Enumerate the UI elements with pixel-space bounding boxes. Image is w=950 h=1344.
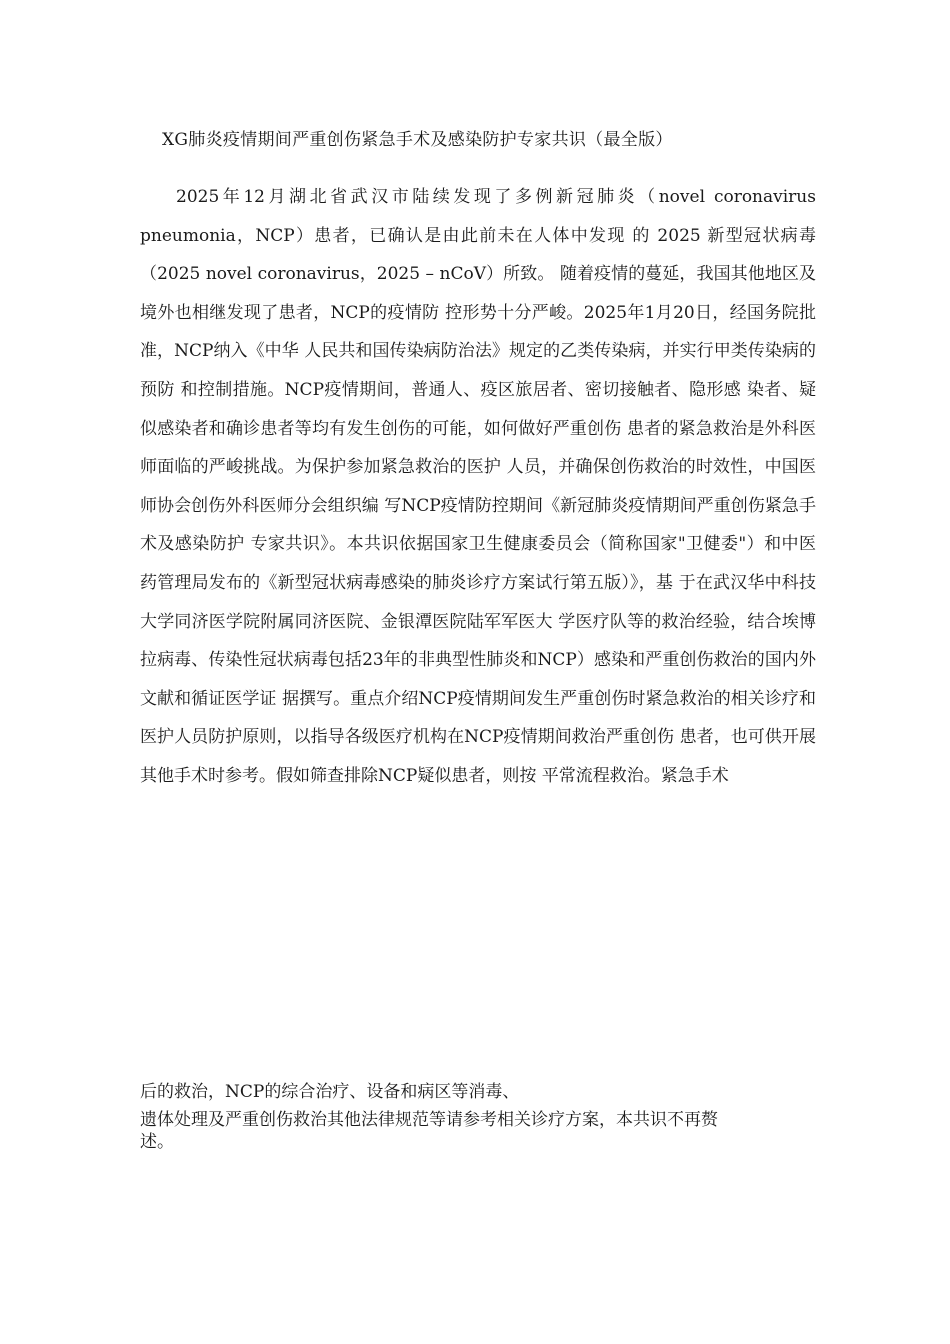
tail-line-1: 后的救治，NCP的综合治疗、设备和病区等消毒、	[140, 1082, 520, 1102]
tail-line-2: 遗体处理及严重创伤救治其他法律规范等请参考相关诊疗方案，本共识不再赘	[140, 1110, 718, 1130]
tail-line-3: 述。	[140, 1132, 174, 1152]
body-paragraph: 2025年12月湖北省武汉市陆续发现了多例新冠肺炎（novel coronavirus pneumonia，NCP）患者，已确认是由此前未在人体中发现 的 2025 新型冠状病毒（2025 novel coronavirus，2025 – nCoV）所致。 随着疫情的蔓延，我国其他地区及境外也相继发现了患者，NCP的疫情防 控形势十分严峻。2025年1月20日，经国务院批准，NCP纳入《中华 人民共和国传染病防治法》规定的乙类传染病，并实行甲类传染病的预防 和控制措施。NCP疫情期间，普通人、疫区旅居者、密切接触者、隐形感 染者、疑似感染者和确诊患者等均有发生创伤的可能，如何做好严重创伤 患者的紧急救治是外科医师面临的严峻挑战。为保护参加紧急救治的医护 人员，并确保创伤救治的时效性，中国医师协会创伤外科医师分会组织编 写NCP疫情防控期间《新冠肺炎疫情期间严重创伤紧急手术及感染防护 专家共识》。本共识依据国家卫生健康委员会（简称国家"卫健委"）和中医 药管理局发布的《新型冠状病毒感染的肺炎诊疗方案试行第五版）》，基 于在武汉华中科技大学同济医学院附属同济医院、金银潭医院陆军军医大 学医疗队等的救治经验，结合埃博拉病毒、传染性冠状病毒包括23年的非典型性肺炎和NCP）感染和严重创伤救治的国内外文献和循证医学证 据撰写。重点介绍NCP疫情期间发生严重创伤时紧急救治的相关诊疗和 医护人员防护原则，以指导各级医疗机构在NCP疫情期间救治严重创伤 患者，也可供开展其他手术时参考。假如筛查排除NCP疑似患者，则按 平常流程救治。紧急手术	[140, 187, 816, 786]
document-title: XG肺炎疫情期间严重创伤紧急手术及感染防护专家共识（最全版）	[162, 130, 673, 150]
